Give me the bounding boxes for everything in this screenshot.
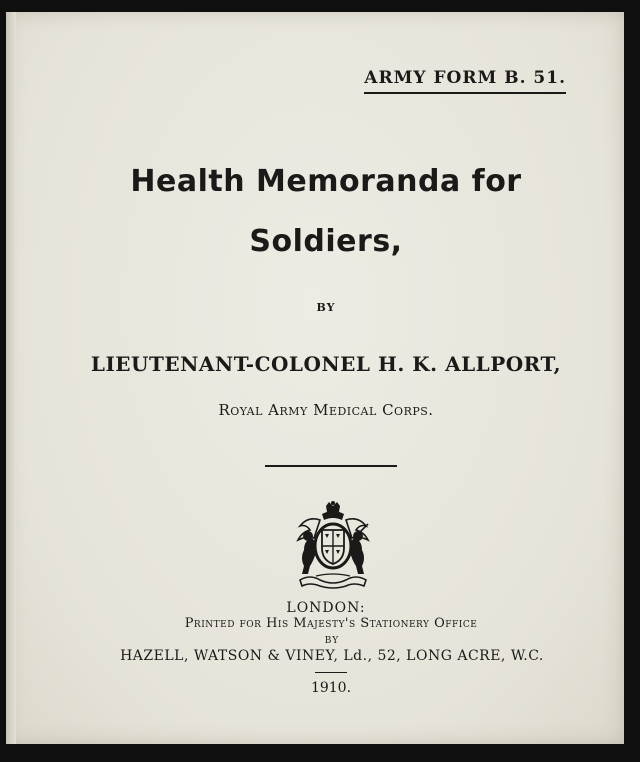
by-label: BY	[316, 301, 336, 314]
author-name: LIEUTENANT-COLONEL H. K. ALLPORT,	[90, 352, 562, 376]
author-affiliation: Royal Army Medical Corps.	[218, 401, 434, 419]
imprint-by-label: BY	[324, 636, 340, 646]
imprint-publisher: HAZELL, WATSON & VINEY, Ld., 52, LONG ACRE, W.C.	[120, 648, 544, 664]
imprint-year: 1910.	[310, 680, 352, 696]
title-page	[6, 12, 624, 744]
army-form-label: ARMY FORM B. 51.	[364, 68, 566, 94]
divider-rule	[265, 465, 397, 467]
imprint-printer: Printed for His Majesty's Stationery Office	[184, 616, 478, 631]
title-line-2: Soldiers,	[249, 224, 403, 259]
imprint-city: LONDON:	[286, 600, 366, 616]
page-spine-edge	[6, 12, 16, 744]
title-line-1: Health Memoranda for	[130, 164, 522, 199]
imprint-short-rule	[315, 672, 347, 673]
royal-coat-of-arms-icon	[290, 500, 376, 590]
